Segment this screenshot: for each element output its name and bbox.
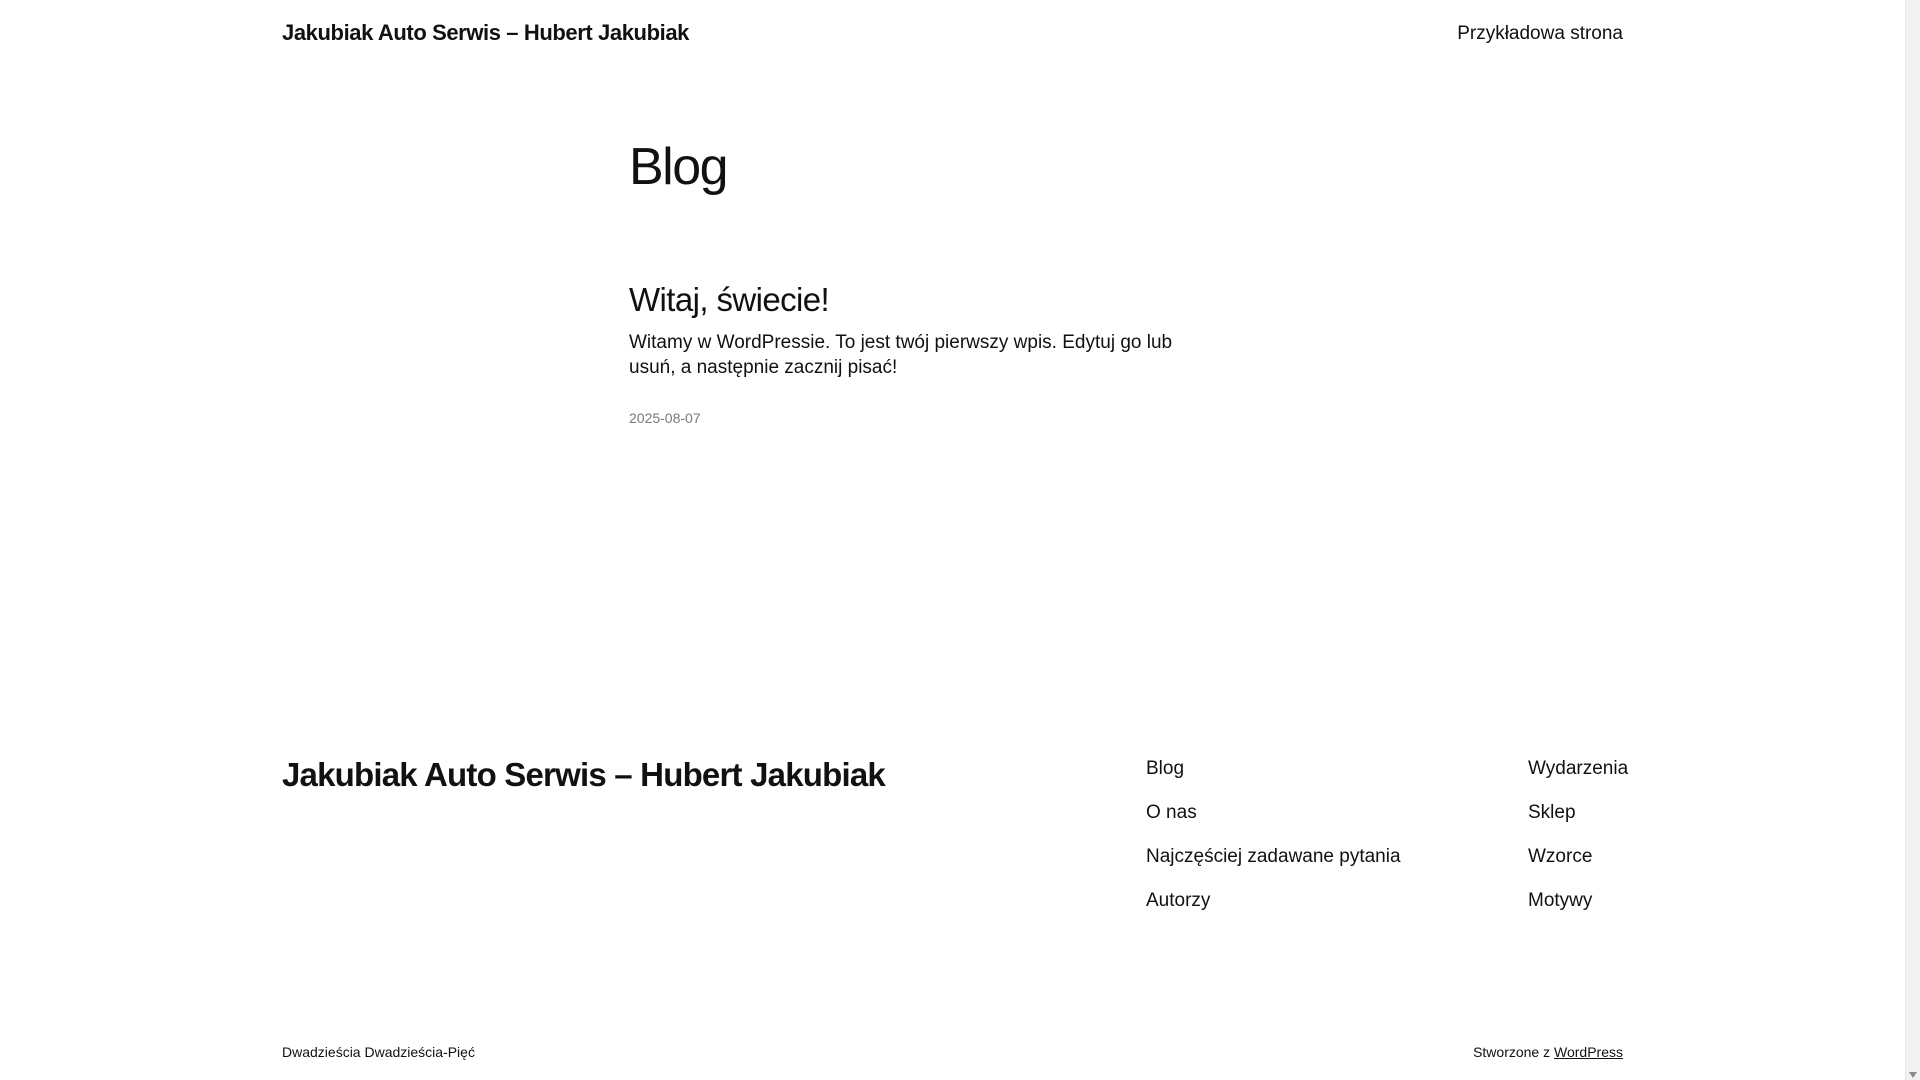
wordpress-link[interactable]: WordPress	[1554, 1044, 1623, 1060]
footer-link-blog[interactable]: Blog	[1146, 758, 1185, 779]
footer-nav-item	[1528, 888, 1628, 932]
site-title-link[interactable]: Jakubiak Auto Serwis – Hubert Jakubiak	[282, 20, 690, 45]
footer-link-faq[interactable]: Najczęściej zadawane pytania	[1146, 846, 1401, 867]
post-date: 2025-08-07	[629, 410, 701, 426]
footer-link-shop[interactable]: Sklep	[1528, 802, 1576, 823]
nav-link-sample-page[interactable]: Przykładowa strona	[1457, 23, 1623, 44]
footer-nav-item	[1528, 800, 1628, 844]
vertical-scrollbar[interactable]	[1905, 0, 1920, 1080]
footer-nav-item	[1528, 756, 1628, 800]
theme-credit: Dwadzieścia Dwadzieścia-Pięć	[282, 1044, 475, 1060]
footer-nav-right	[1528, 756, 1628, 932]
footer-nav-item	[1146, 756, 1401, 800]
post-item	[629, 280, 1219, 426]
footer-link-about[interactable]: O nas	[1146, 802, 1197, 823]
post-title-link[interactable]: Witaj, świecie!	[629, 281, 830, 318]
footer-nav-item	[1146, 888, 1401, 932]
footer-nav-item	[1146, 844, 1401, 888]
powered-by-prefix: Stworzone z	[1473, 1044, 1551, 1060]
page-title: Blog	[629, 138, 728, 196]
footer-site-title-link[interactable]: Jakubiak Auto Serwis – Hubert Jakubiak	[282, 756, 885, 793]
footer-link-events[interactable]: Wydarzenia	[1528, 758, 1629, 779]
scroll-down-arrow-icon[interactable]	[1909, 1072, 1917, 1078]
footer-nav-left	[1146, 756, 1401, 932]
footer-link-themes[interactable]: Motywy	[1528, 890, 1593, 911]
post-excerpt: Witamy w WordPressie. To jest twój pierwszy wpis. Edytuj go lub usuń, a następnie zacznij pisać!	[629, 332, 1173, 378]
footer-nav-item	[1528, 844, 1628, 888]
footer-link-authors[interactable]: Autorzy	[1146, 890, 1211, 911]
powered-by	[1473, 1044, 1623, 1060]
footer-nav-item	[1146, 800, 1401, 844]
footer-link-patterns[interactable]: Wzorce	[1528, 846, 1593, 867]
